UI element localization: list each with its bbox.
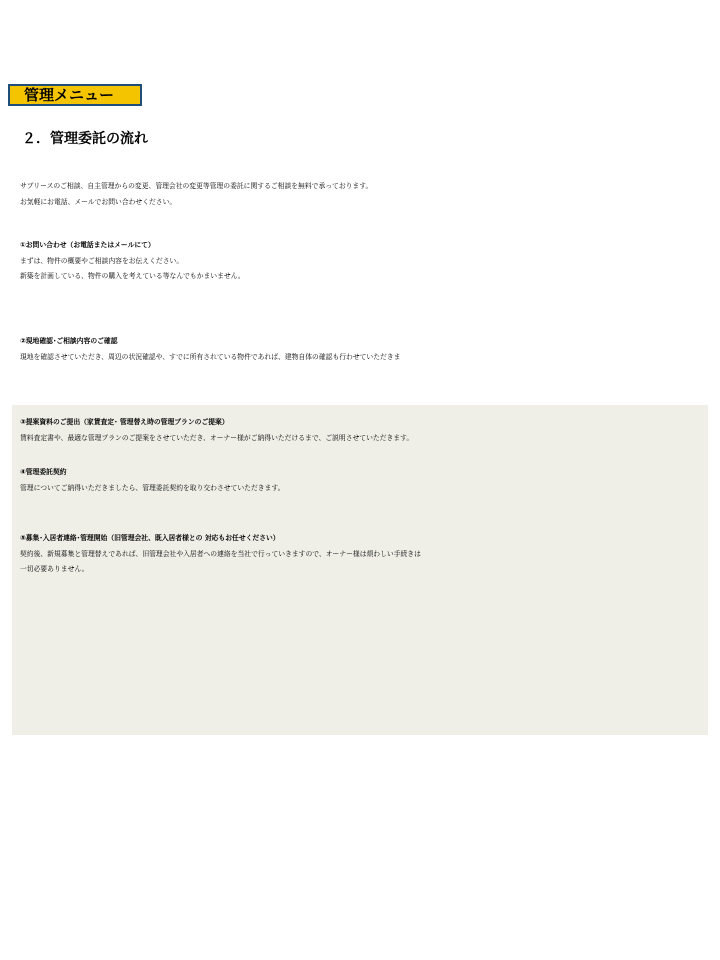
menu-label: 管理メニュー: [8, 84, 142, 106]
step-text-line: 一切必要ありません。: [20, 565, 89, 573]
step-text: [20, 254, 710, 284]
step-5-management-start: [20, 529, 710, 577]
intro-line: お気軽にお電話、メールでお問い合わせください。: [20, 198, 177, 206]
step-text-line: 管理についてご納得いただきましたら、管理委託契約を取り交わさせていただきます。: [20, 484, 285, 492]
step-1-inquiry: [20, 236, 710, 284]
step-text-line: 新築を計画している、物件の購入を考えている等なんでもかまいません。: [20, 272, 245, 280]
step-text: [20, 431, 710, 446]
step-4-contract: [20, 463, 710, 496]
step-text-line: 契約後、新規募集と管理替えであれば、旧管理会社や入居者への連絡を当社で行っていきますので、オーナー様は煩わしい手続きは: [20, 550, 421, 558]
step-heading: ④管理委託契約: [20, 468, 67, 476]
step-text: [20, 350, 710, 365]
section-title: ２．管理委託の流れ: [22, 131, 148, 147]
step-heading: ②現地確認･ご相談内容のご確認: [20, 337, 118, 345]
step-heading: ①お問い合わせ（お電話またはメールにて）: [20, 241, 155, 249]
step-heading: ③提案資料のご提出（家賃査定･ 管理替え時の管理プランのご提案）: [20, 418, 229, 426]
step-heading: ⑤募集･入居者連絡･管理開始（旧管理会社、既入居者様との 対応もお任せください）: [20, 534, 280, 542]
step-3-proposal: [20, 413, 710, 446]
step-text-line: 賃料査定書や、最適な管理プランのご提案をさせていただき、オーナー様がご納得いただけるまで、ご説明させていただきます。: [20, 434, 414, 442]
step-text: [20, 481, 710, 496]
step-text: [20, 547, 710, 577]
step-2-site-check: [20, 332, 710, 365]
intro-line: サブリースのご相談、自主管理からの変更、管理会社の変更等管理の委託に関するご相談を無料で承っております。: [20, 182, 373, 190]
step-text-line: まずは、物件の概要やご相談内容をお伝えください。: [20, 257, 184, 265]
step-text-line: 現地を確認させていただき、周辺の状況確認や、すでに所有されている物件であれば、建物自体の確認も行わせていただきま: [20, 353, 401, 361]
intro-text: [20, 178, 710, 210]
